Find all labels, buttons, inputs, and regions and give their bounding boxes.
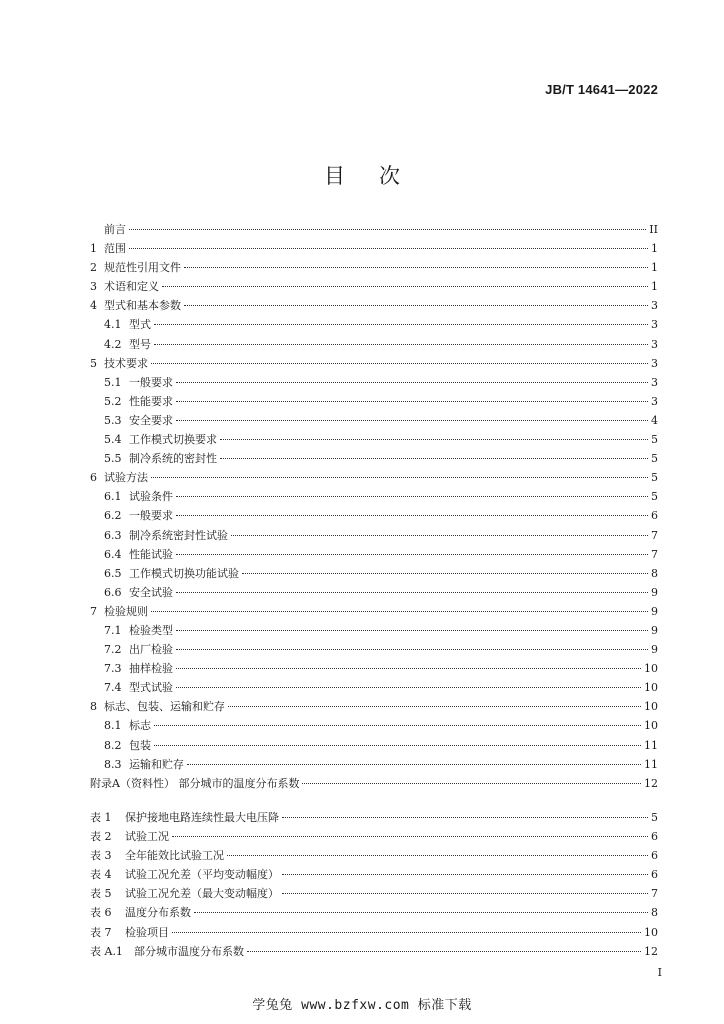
toc-entry-number: 7.1 xyxy=(104,623,122,637)
toc-entry-title: 标志 xyxy=(129,719,151,733)
toc-entry[interactable] xyxy=(90,808,658,827)
toc-entry-title: 抽样检验 xyxy=(129,662,173,676)
toc-entry-page: 1 xyxy=(651,261,658,275)
table-of-contents xyxy=(90,220,658,793)
toc-entry-title: 试验工况 xyxy=(125,830,169,844)
toc-entry-number: 表 3 xyxy=(90,849,112,863)
toc-entry-title: 检验规则 xyxy=(104,604,148,618)
dot-leader xyxy=(220,439,648,440)
dot-leader xyxy=(162,286,648,287)
toc-entry-page: 7 xyxy=(651,887,658,901)
toc-entry-number: 5.4 xyxy=(104,433,122,447)
toc-entry-page: 10 xyxy=(644,700,658,714)
toc-entry-page: 1 xyxy=(651,242,658,256)
toc-entry-title: 运输和贮存 xyxy=(129,757,184,771)
toc-entry-page: 6 xyxy=(651,830,658,844)
toc-entry-number: 8.1 xyxy=(104,719,122,733)
toc-entry[interactable] xyxy=(90,621,658,640)
dot-leader xyxy=(172,932,641,933)
toc-entry-title: 制冷系统的密封性 xyxy=(129,452,217,466)
toc-entry-title: 制冷系统密封性试验 xyxy=(129,528,228,542)
toc-entry-page: 4 xyxy=(651,413,658,427)
toc-entry-title: 型式试验 xyxy=(129,681,173,695)
toc-entry-page: 10 xyxy=(644,719,658,733)
toc-entry-title: 工作模式切换要求 xyxy=(129,433,217,447)
toc-entry-number: 表 6 xyxy=(90,906,112,920)
toc-entry[interactable] xyxy=(90,659,658,678)
page-title: 目次 xyxy=(324,164,434,188)
toc-entry-page: 5 xyxy=(651,811,658,824)
toc-entry[interactable] xyxy=(90,239,658,258)
dot-leader xyxy=(187,764,641,765)
dot-leader xyxy=(154,725,641,726)
dot-leader xyxy=(154,344,648,345)
toc-entry[interactable] xyxy=(90,884,658,903)
toc-entry[interactable] xyxy=(90,827,658,846)
toc-entry-page: 9 xyxy=(651,585,658,599)
toc-entry-title: 性能试验 xyxy=(129,547,173,561)
toc-entry[interactable] xyxy=(90,564,658,583)
toc-entry[interactable] xyxy=(90,277,658,296)
toc-entry[interactable] xyxy=(90,640,658,659)
toc-entry-title: 试验工况允差（最大变动幅度） xyxy=(125,887,279,901)
dot-leader xyxy=(176,554,648,555)
toc-entry-title: 检验类型 xyxy=(129,623,173,637)
dot-leader xyxy=(282,874,648,875)
dot-leader xyxy=(176,515,648,516)
toc-entry-page: 3 xyxy=(651,394,658,408)
toc-entry-page: 10 xyxy=(644,681,658,695)
toc-entry[interactable] xyxy=(90,506,658,525)
toc-entry[interactable] xyxy=(90,392,658,411)
dot-leader xyxy=(154,324,648,325)
toc-entry-title: 部分城市温度分布系数 xyxy=(134,944,244,958)
toc-entry[interactable] xyxy=(90,354,658,373)
toc-entry-page: 5 xyxy=(651,433,658,447)
toc-entry[interactable] xyxy=(90,678,658,697)
toc-entry-page: 11 xyxy=(644,757,658,771)
toc-entry[interactable] xyxy=(90,335,658,354)
toc-entry-page: 9 xyxy=(651,643,658,657)
toc-entry[interactable] xyxy=(90,449,658,468)
toc-entry-number: 6.1 xyxy=(104,490,122,504)
toc-entry[interactable] xyxy=(90,220,658,239)
toc-entry-number: 7.3 xyxy=(104,662,122,676)
toc-entry-number: 6 xyxy=(90,471,97,485)
toc-entry-number: 5.3 xyxy=(104,413,122,427)
toc-entry[interactable] xyxy=(90,755,658,774)
toc-entry-number: 8 xyxy=(90,700,97,714)
toc-entry-number: 1 xyxy=(90,242,97,256)
toc-entry-number: 4 xyxy=(90,299,97,313)
toc-entry[interactable] xyxy=(90,583,658,602)
standard-code: JB/T 14641—2022 xyxy=(545,82,658,97)
dot-leader xyxy=(176,668,641,669)
toc-entry-title: 试验条件 xyxy=(129,490,173,504)
toc-entry-page: 7 xyxy=(651,547,658,561)
toc-entry-page: II xyxy=(649,223,658,236)
dot-leader xyxy=(247,951,641,952)
toc-entry-title: 试验工况允差（平均变动幅度） xyxy=(125,868,279,882)
toc-entry[interactable] xyxy=(90,526,658,545)
toc-entry[interactable] xyxy=(90,846,658,865)
toc-entry-number: 5 xyxy=(90,356,97,370)
toc-entry[interactable] xyxy=(90,430,658,449)
dot-leader xyxy=(176,496,648,497)
toc-entry-page: 12 xyxy=(644,944,658,958)
toc-entry[interactable] xyxy=(90,545,658,564)
toc-entry-title: 型式和基本参数 xyxy=(104,299,181,313)
toc-entry-page: 12 xyxy=(644,776,658,790)
toc-entry[interactable] xyxy=(90,942,658,961)
toc-entry-number: 7 xyxy=(90,604,97,618)
toc-entry-page: 6 xyxy=(651,868,658,882)
toc-entry-page: 3 xyxy=(651,299,658,313)
toc-entry-title: 性能要求 xyxy=(129,394,173,408)
toc-entry[interactable] xyxy=(90,923,658,942)
dot-leader xyxy=(151,363,648,364)
toc-entry-number: 6.2 xyxy=(104,509,122,523)
toc-entry-title: 一般要求 xyxy=(129,375,173,389)
toc-entry[interactable] xyxy=(90,315,658,334)
toc-entry-number: 6.4 xyxy=(104,547,122,561)
toc-entry-title: 规范性引用文件 xyxy=(104,261,181,275)
toc-entry-title: 型式 xyxy=(129,318,151,332)
dot-leader xyxy=(184,267,648,268)
toc-entry-page: 10 xyxy=(644,925,658,939)
toc-entry-number: 8.3 xyxy=(104,757,122,771)
toc-entry-page: 5 xyxy=(651,471,658,485)
toc-entry[interactable] xyxy=(90,903,658,922)
toc-entry-number: 2 xyxy=(90,261,97,275)
toc-entry-title: 前言 xyxy=(104,223,126,236)
toc-entry-page: 1 xyxy=(651,280,658,294)
toc-entry[interactable] xyxy=(90,774,658,793)
toc-entry-title: 型号 xyxy=(129,337,151,351)
toc-entry-number: 8.2 xyxy=(104,738,122,752)
dot-leader xyxy=(129,248,648,249)
dot-leader xyxy=(172,836,648,837)
dot-leader xyxy=(154,745,641,746)
dot-leader xyxy=(176,401,648,402)
dot-leader xyxy=(282,893,648,894)
toc-entry-number: 表 7 xyxy=(90,925,112,939)
toc-entry-page: 11 xyxy=(644,738,658,752)
dot-leader xyxy=(151,611,648,612)
toc-entry-title: 附录A（资料性） 部分城市的温度分布系数 xyxy=(90,776,300,790)
toc-entry-page: 3 xyxy=(651,375,658,389)
toc-entry[interactable] xyxy=(90,411,658,430)
toc-entry-number: 表 5 xyxy=(90,887,112,901)
dot-leader xyxy=(176,630,648,631)
toc-entry-number: 表 4 xyxy=(90,868,112,882)
dot-leader xyxy=(302,783,641,784)
toc-entry-title: 试验方法 xyxy=(104,471,148,485)
toc-entry-number: 7.4 xyxy=(104,681,122,695)
toc-entry-number: 5.2 xyxy=(104,394,122,408)
dot-leader xyxy=(176,687,641,688)
toc-entry-number: 6.6 xyxy=(104,585,122,599)
toc-entry-number: 4.1 xyxy=(104,318,122,332)
toc-entry-title: 出厂检验 xyxy=(129,643,173,657)
toc-entry-page: 6 xyxy=(651,509,658,523)
toc-entry-page: 5 xyxy=(651,452,658,466)
dot-leader xyxy=(231,535,648,536)
toc-entry-number: 表 2 xyxy=(90,830,112,844)
toc-entry-page: 7 xyxy=(651,528,658,542)
dot-leader xyxy=(151,477,648,478)
toc-entry[interactable] xyxy=(90,468,658,487)
toc-entry-number: 5.1 xyxy=(104,375,122,389)
toc-entry-page: 8 xyxy=(651,906,658,920)
toc-entry-number: 6.5 xyxy=(104,566,122,580)
toc-entry-title: 范围 xyxy=(104,242,126,256)
dot-leader xyxy=(242,573,648,574)
dot-leader xyxy=(228,706,641,707)
toc-entry[interactable] xyxy=(90,373,658,392)
toc-entry-number: 7.2 xyxy=(104,643,122,657)
toc-entry-page: 9 xyxy=(651,604,658,618)
toc-entry-title: 包装 xyxy=(129,738,151,752)
dot-leader xyxy=(184,305,648,306)
toc-entry-number: 6.3 xyxy=(104,528,122,542)
toc-entry-title: 技术要求 xyxy=(104,356,148,370)
toc-entry-page: 8 xyxy=(651,566,658,580)
toc-entry-title: 保护接地电路连续性最大电压降 xyxy=(125,811,279,824)
dot-leader xyxy=(227,855,648,856)
toc-entry-title: 安全要求 xyxy=(129,413,173,427)
toc-entry-title: 一般要求 xyxy=(129,509,173,523)
toc-entry-title: 标志、包装、运输和贮存 xyxy=(104,700,225,714)
toc-entry[interactable] xyxy=(90,602,658,621)
toc-entry[interactable] xyxy=(90,716,658,735)
toc-entry-page: 5 xyxy=(651,490,658,504)
toc-entry-page: 3 xyxy=(651,318,658,332)
toc-entry[interactable] xyxy=(90,865,658,884)
toc-entry-page: 6 xyxy=(651,849,658,863)
toc-entry[interactable] xyxy=(90,697,658,716)
dot-leader xyxy=(176,420,648,421)
toc-entry-number: 5.5 xyxy=(104,452,122,466)
toc-entry-title: 工作模式切换功能试验 xyxy=(129,566,239,580)
dot-leader xyxy=(194,912,648,913)
dot-leader xyxy=(176,382,648,383)
dot-leader xyxy=(176,592,648,593)
toc-entry[interactable] xyxy=(90,736,658,755)
dot-leader xyxy=(282,817,648,818)
toc-entry-title: 检验项目 xyxy=(125,925,169,939)
toc-entry-page: 3 xyxy=(651,356,658,370)
toc-entry-title: 全年能效比试验工况 xyxy=(125,849,224,863)
toc-entry-number: 4.2 xyxy=(104,337,122,351)
page-number: I xyxy=(657,966,662,979)
toc-entry-title: 温度分布系数 xyxy=(125,906,191,920)
toc-entry-title: 安全试验 xyxy=(129,585,173,599)
footer-watermark: 学兔兔 www.bzfxw.com 标准下载 xyxy=(252,998,472,1013)
toc-entry[interactable] xyxy=(90,258,658,277)
toc-entry-title: 术语和定义 xyxy=(104,280,159,294)
toc-entry-page: 3 xyxy=(651,337,658,351)
toc-entry[interactable] xyxy=(90,296,658,315)
toc-entry-number: 表 A.1 xyxy=(90,944,123,958)
toc-entry-page: 10 xyxy=(644,662,658,676)
dot-leader xyxy=(129,229,646,230)
toc-entry-number: 3 xyxy=(90,280,97,294)
dot-leader xyxy=(220,458,648,459)
list-of-tables xyxy=(90,808,658,961)
toc-entry-page: 9 xyxy=(651,623,658,637)
toc-entry-number: 表 1 xyxy=(90,811,112,824)
dot-leader xyxy=(176,649,648,650)
toc-entry[interactable] xyxy=(90,487,658,506)
